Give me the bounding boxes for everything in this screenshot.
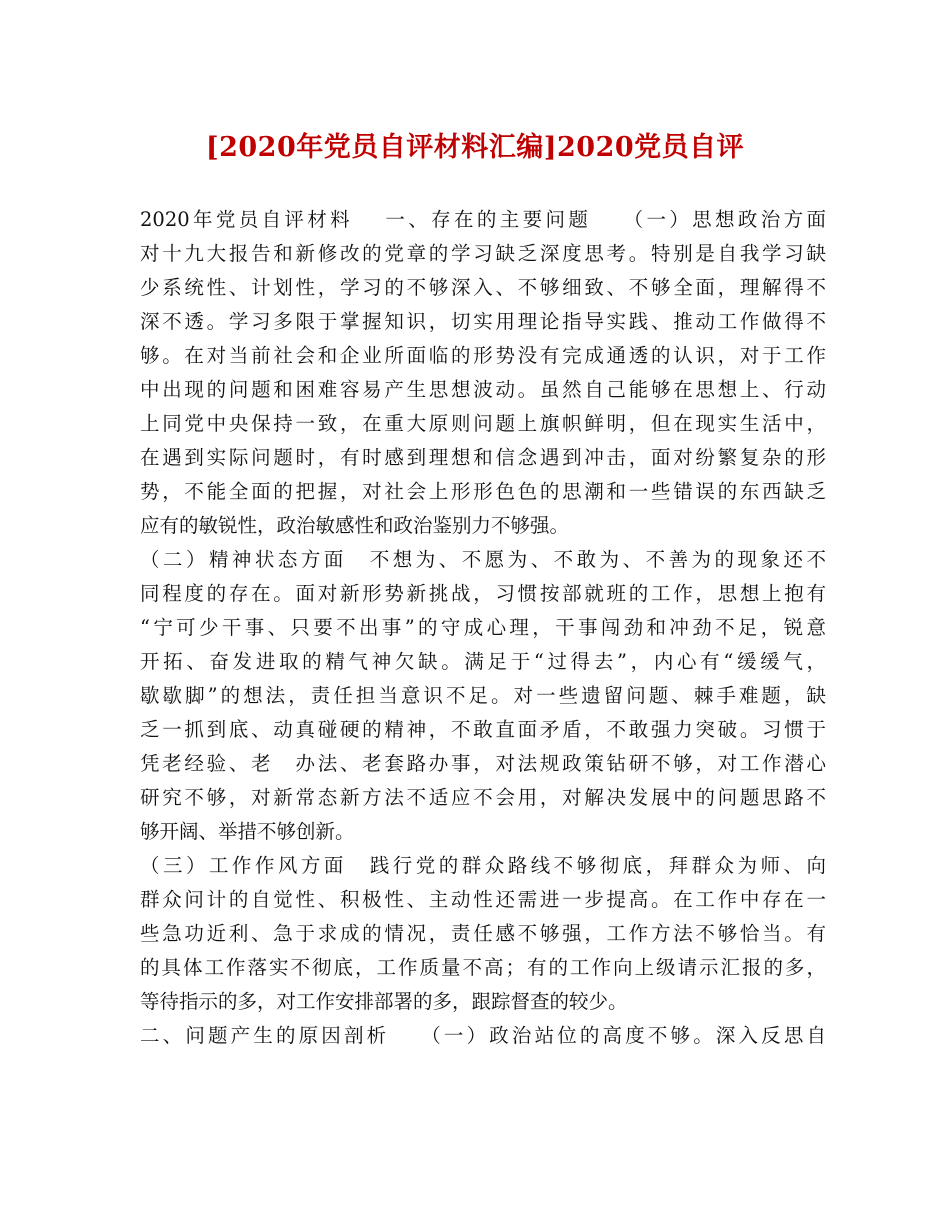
body-line-24: 等待指示的多，对工作安排部署的多，跟踪督查的较少。 <box>140 990 628 1013</box>
body-line-13: “宁可少干事、只要不出事”的守成心理，干事闯劲和冲劲不足，锐意 <box>140 616 826 639</box>
document-body <box>140 203 826 1053</box>
body-line-11: （二）精神状态方面 不想为、不愿为、不敢为、不善为的现象还不 <box>140 548 826 571</box>
body-line-12: 同程度的存在。面对新形势新挑战，习惯按部就班的工作，思想上抱有 <box>140 582 826 605</box>
body-line-5: 够。在对当前社会和企业所面临的形势没有完成通透的认识，对于工作 <box>140 344 826 367</box>
body-line-14: 开拓、奋发进取的精气神欠缺。满足于“过得去”，内心有“缓缓气， <box>140 650 826 673</box>
body-line-25: 二、问题产生的原因剖析 （一）政治站位的高度不够。深入反思自 <box>140 1024 826 1047</box>
body-line-16: 乏一抓到底、动真碰硬的精神，不敢直面矛盾，不敢强力突破。习惯于 <box>140 718 826 741</box>
body-line-8: 在遇到实际问题时，有时感到理想和信念遇到冲击，面对纷繁复杂的形 <box>140 446 826 469</box>
body-line-19: 够开阔、举措不够创新。 <box>140 820 355 843</box>
body-line-22: 些急功近利、急于求成的情况，责任感不够强，工作方法不够恰当。有 <box>140 922 826 945</box>
body-line-20: （三）工作作风方面 践行党的群众路线不够彻底，拜群众为师、向 <box>140 854 826 877</box>
body-line-9: 势，不能全面的把握，对社会上形形色色的思潮和一些错误的东西缺乏 <box>140 480 826 503</box>
body-line-10: 应有的敏锐性，政治敏感性和政治鉴别力不够强。 <box>140 514 570 537</box>
body-line-4: 深不透。学习多限于掌握知识，切实用理论指导实践、推动工作做得不 <box>140 310 826 333</box>
body-line-1: 2020年党员自评材料 一、存在的主要问题 （一）思想政治方面 <box>140 208 826 231</box>
document-title: [2020年党员自评材料汇编]2020党员自评 <box>205 132 745 163</box>
body-line-3: 少系统性、计划性，学习的不够深入、不够细致、不够全面，理解得不 <box>140 276 826 299</box>
body-line-18: 研究不够，对新常态新方法不适应不会用，对解决发展中的问题思路不 <box>140 786 826 809</box>
body-line-7: 上同党中央保持一致，在重大原则问题上旗帜鲜明，但在现实生活中， <box>140 412 826 435</box>
body-line-21: 群众问计的自觉性、积极性、主动性还需进一步提高。在工作中存在一 <box>140 888 826 911</box>
body-line-23: 的具体工作落实不彻底，工作质量不高；有的工作向上级请示汇报的多， <box>140 956 826 979</box>
body-line-2: 对十九大报告和新修改的党章的学习缺乏深度思考。特别是自我学习缺 <box>140 242 826 265</box>
body-line-6: 中出现的问题和困难容易产生思想波动。虽然自己能够在思想上、行动 <box>140 378 826 401</box>
body-line-17: 凭老经验、老 办法、老套路办事，对法规政策钻研不够，对工作潜心 <box>140 752 826 775</box>
body-line-15: 歇歇脚”的想法，责任担当意识不足。对一些遗留问题、棘手难题，缺 <box>140 684 826 707</box>
